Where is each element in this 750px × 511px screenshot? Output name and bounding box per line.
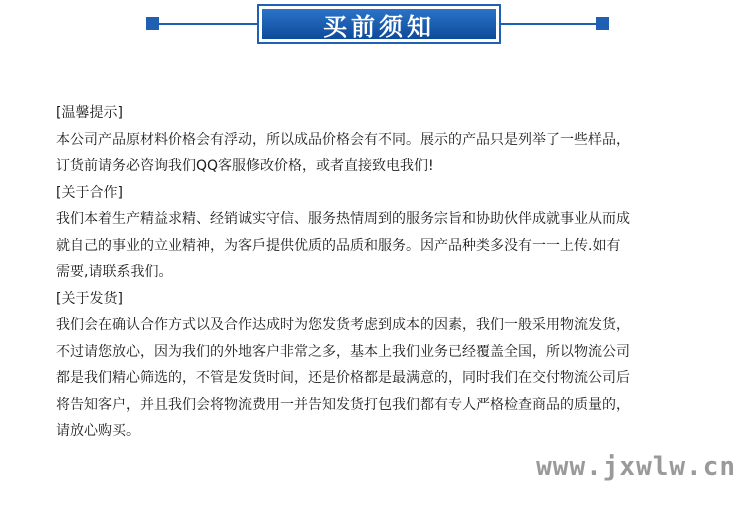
website-watermark: www.jxwlw.cn	[536, 452, 736, 482]
title-banner-fill	[262, 9, 496, 39]
tips-line: 本公司产品原材料价格会有浮动，所以成品价格会有不同。展示的产品只是列举了一些样品，	[56, 131, 630, 148]
right-divider-line	[500, 23, 600, 25]
notice-content	[56, 100, 706, 445]
section-heading-cooperation: [关于合作]	[56, 184, 123, 201]
cooperation-line: 需要,请联系我们。	[56, 264, 173, 280]
shipping-line: 我们会在确认合作方式以及合作达成时为您发货考虑到成本的因素，我们一般采用物流发货，	[56, 317, 630, 333]
shipping-line: 请放心购买。	[56, 423, 140, 439]
tips-line: 订货前请务必咨询我们QQ客服修改价格，或者直接致电我们!	[56, 158, 434, 174]
shipping-line: 都是我们精心筛选的，不管是发货时间，还是价格都是最满意的，同时我们在交付物流公司后	[56, 370, 630, 386]
left-divider-line	[155, 23, 260, 25]
section-heading-shipping: [关于发货]	[56, 290, 123, 307]
header	[0, 0, 750, 50]
shipping-line: 将告知客户，并且我们会将物流费用一并告知发货打包我们都有专人严格检查商品的质量的，	[56, 396, 630, 413]
title-banner	[257, 4, 501, 44]
right-square-ornament	[596, 17, 609, 30]
shipping-line: 不过请您放心，因为我们的外地客户非常之多，基本上我们业务已经覆盖全国，所以物流公司	[56, 343, 630, 360]
cooperation-line: 就自己的事业的立业精神，为客戶提供优质的品质和服务。因产品种类多没有一一上传.如有	[56, 237, 621, 254]
section-heading-tips: [温馨提示]	[56, 105, 123, 121]
page-title: 买前须知	[323, 12, 435, 41]
cooperation-line: 我们本着生产精益求精、经销诚实守信、服务热情周到的服务宗旨和协助伙伴成就事业从而成	[56, 211, 630, 227]
